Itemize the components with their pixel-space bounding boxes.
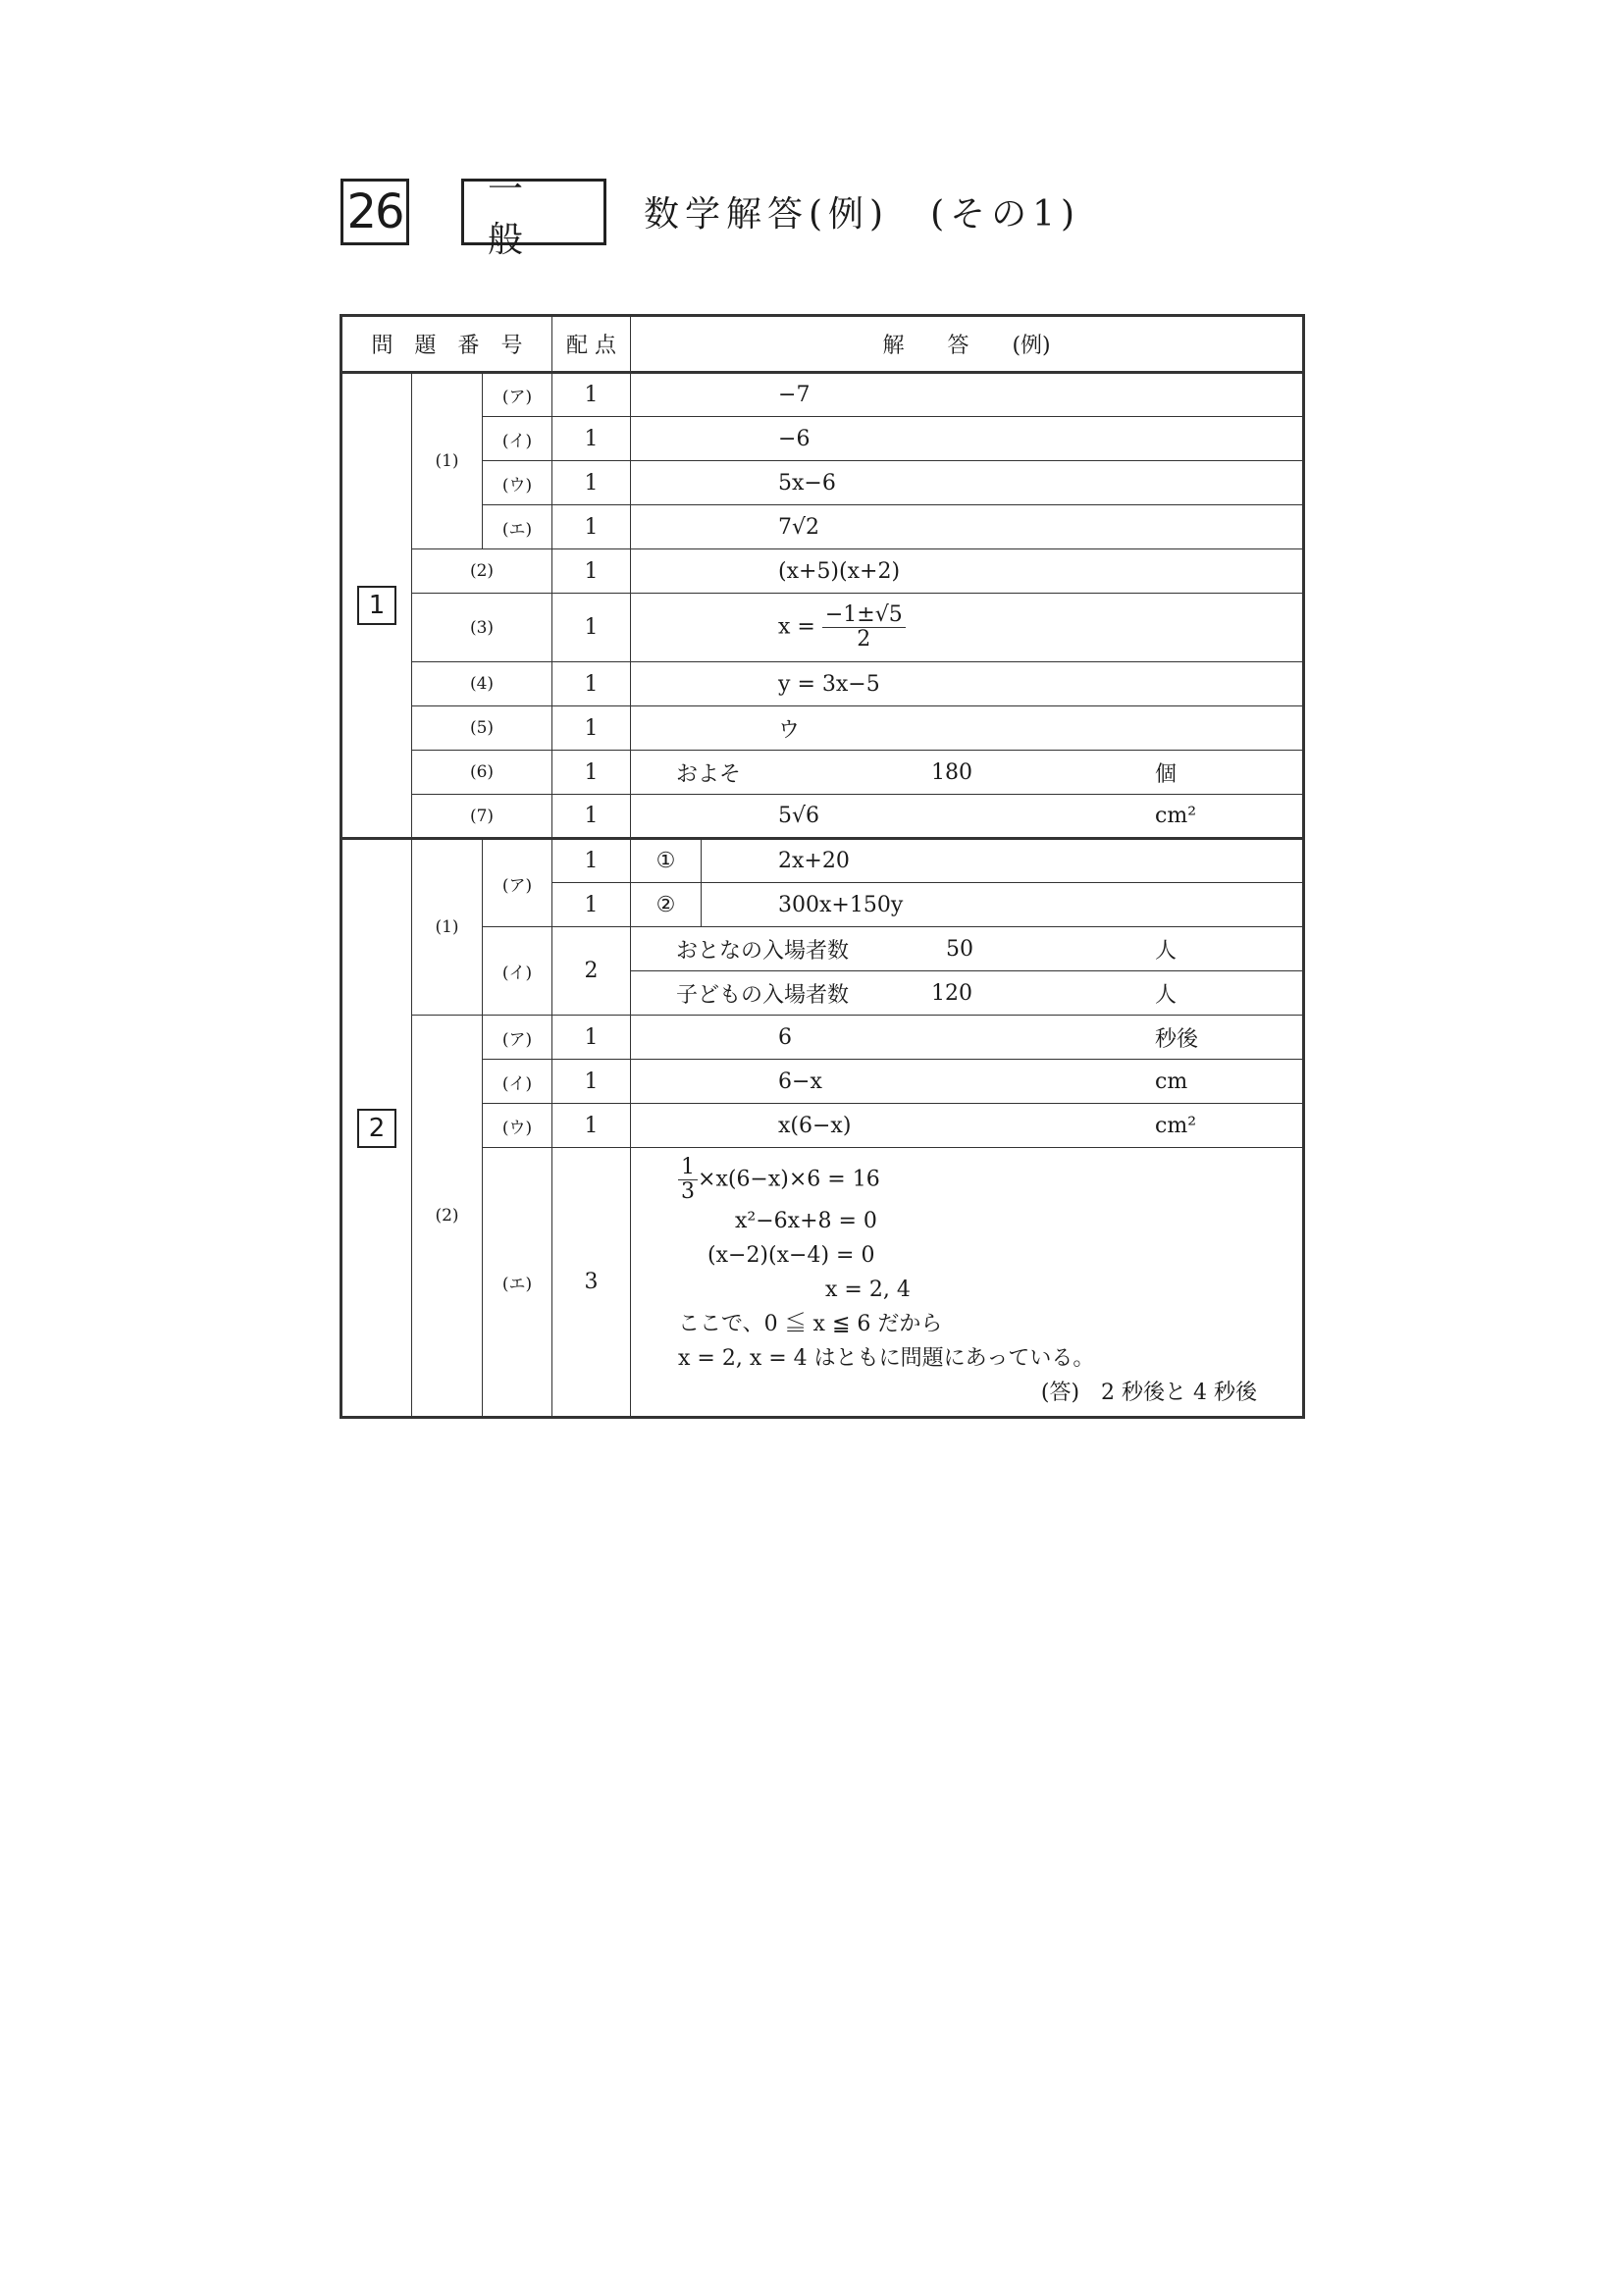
points-cell: 3 <box>552 1148 631 1418</box>
answer-table <box>340 314 1305 1419</box>
answer-value: 6−x <box>778 1069 822 1094</box>
answer-cell <box>631 417 1304 461</box>
table-row <box>341 706 1304 751</box>
points-cell: 1 <box>552 417 631 461</box>
answer-cell <box>631 594 1304 662</box>
answer-unit: 秒後 <box>1155 1026 1199 1052</box>
fraction-numerator: 1 <box>678 1156 698 1180</box>
mark-u: (ウ) <box>483 461 552 505</box>
page-title: 数学解答(例) (その1) <box>644 194 1081 235</box>
table-row <box>341 795 1304 839</box>
answer-cell <box>702 883 1304 927</box>
answer-unit: cm² <box>1155 804 1197 828</box>
answer-value: (x+5)(x+2) <box>778 558 901 584</box>
final-answer: (答) 2 秒後と 4 秒後 <box>1040 1381 1258 1406</box>
problem-number-box <box>340 179 409 245</box>
sub-label-2-1: (1) <box>412 839 483 1016</box>
table-row <box>341 461 1304 505</box>
answer-value: y = 3x−5 <box>778 671 880 697</box>
sub-label-1-3: (3) <box>412 594 552 662</box>
answer-value: 5√6 <box>778 804 820 828</box>
answer-value: 6 <box>778 1024 793 1050</box>
answer-value: 5x−6 <box>778 470 836 496</box>
answer-cell <box>631 1060 1304 1104</box>
sub-label-1-2: (2) <box>412 549 552 594</box>
points-cell: 1 <box>552 751 631 795</box>
mark-a: (ア) <box>483 373 552 417</box>
answer-value: 300x+150y <box>778 892 904 917</box>
answer-value: 180 <box>931 759 973 785</box>
worked-solution <box>631 1148 1304 1418</box>
section-number-1: 1 <box>357 586 396 625</box>
mark-i: (イ) <box>483 927 552 1016</box>
answer-prefix: およそ <box>676 761 742 787</box>
circle-number-1: ① <box>631 839 702 883</box>
table-row <box>341 1148 1304 1418</box>
sub-label-1-4: (4) <box>412 662 552 706</box>
problem-number: 26 <box>346 184 403 239</box>
points-cell: 1 <box>552 461 631 505</box>
mark-e: (エ) <box>483 505 552 549</box>
table-header-row <box>341 316 1304 373</box>
answer-cell <box>631 1016 1304 1060</box>
answer-value: 120 <box>931 980 973 1006</box>
mark-e: (エ) <box>483 1148 552 1418</box>
answer-value: −6 <box>778 426 811 451</box>
fraction-denominator: 2 <box>857 627 871 652</box>
answer-unit: 個 <box>1155 761 1178 787</box>
fraction <box>822 603 906 652</box>
section-1-cell <box>341 373 412 839</box>
answer-value <box>631 603 1302 652</box>
header-points: 配 点 <box>552 316 631 373</box>
answer-cell <box>631 927 1304 971</box>
sub-label-1-5: (5) <box>412 706 552 751</box>
work-line-3: (x−2)(x−4) = 0 <box>707 1243 875 1269</box>
points-cell: 1 <box>552 549 631 594</box>
answer-value: 7√2 <box>778 514 820 540</box>
mark-i: (イ) <box>483 417 552 461</box>
table-row <box>341 1104 1304 1148</box>
section-2-cell <box>341 839 412 1418</box>
fraction-numerator: −1±√5 <box>822 603 906 628</box>
answer-value: 2x+20 <box>778 849 850 873</box>
points-cell: 1 <box>552 373 631 417</box>
answer-value: x(6−x) <box>778 1113 852 1138</box>
header-answer: 解 答 (例) <box>631 316 1304 373</box>
answer-cell <box>631 373 1304 417</box>
sub-label-1-1: (1) <box>412 373 483 549</box>
points-cell: 1 <box>552 883 631 927</box>
points-cell: 1 <box>552 839 631 883</box>
mark-a: (ア) <box>483 839 552 927</box>
circle-number-2: ② <box>631 883 702 927</box>
table-row <box>341 927 1304 971</box>
table-row <box>341 1016 1304 1060</box>
points-cell: 1 <box>552 1104 631 1148</box>
answer-prefix: 子どもの入場者数 <box>676 982 850 1008</box>
sub-label-1-7: (7) <box>412 795 552 839</box>
table-row <box>341 839 1304 883</box>
work-line-2: x²−6x+8 = 0 <box>735 1209 877 1234</box>
table-row <box>341 594 1304 662</box>
answer-unit: cm <box>1155 1069 1188 1094</box>
answer-cell <box>631 461 1304 505</box>
sub-label-2-2: (2) <box>412 1016 483 1418</box>
work-line-5: ここで、0 ≦ x ≦ 6 だから <box>678 1312 943 1337</box>
points-cell: 1 <box>552 505 631 549</box>
answer-unit: 人 <box>1155 938 1178 964</box>
answer-value: ウ <box>778 717 801 743</box>
answer-cell <box>631 662 1304 706</box>
answer-value: −7 <box>778 383 811 407</box>
answer-cell <box>702 839 1304 883</box>
points-cell: 1 <box>552 594 631 662</box>
answer-cell <box>631 1104 1304 1148</box>
points-cell: 1 <box>552 706 631 751</box>
table-row <box>341 1060 1304 1104</box>
work-line-6: x = 2, x = 4 はともに問題にあっている。 <box>678 1346 1095 1372</box>
answer-prefix: おとなの入場者数 <box>676 938 850 964</box>
header-problem-number: 問 題 番 号 <box>341 316 552 373</box>
answer-unit: 人 <box>1155 982 1178 1008</box>
table-row <box>341 751 1304 795</box>
answer-cell <box>631 751 1304 795</box>
table-row <box>341 417 1304 461</box>
answer-cell <box>631 706 1304 751</box>
answer-cell <box>631 795 1304 839</box>
answer-value: 50 <box>946 936 974 962</box>
mark-a: (ア) <box>483 1016 552 1060</box>
answer-cell <box>631 549 1304 594</box>
table-row <box>341 505 1304 549</box>
points-cell: 2 <box>552 927 631 1016</box>
points-cell: 1 <box>552 795 631 839</box>
mark-i: (イ) <box>483 1060 552 1104</box>
table-row <box>341 662 1304 706</box>
answer-cell <box>631 505 1304 549</box>
fraction <box>678 1156 698 1204</box>
work-line-4: x = 2, 4 <box>825 1278 911 1303</box>
sub-label-1-6: (6) <box>412 751 552 795</box>
category-box <box>461 170 606 260</box>
section-number-2: 2 <box>357 1109 396 1148</box>
answer-unit: cm² <box>1155 1113 1197 1138</box>
points-cell: 1 <box>552 662 631 706</box>
work-line-1 <box>678 1156 1302 1204</box>
table-row <box>341 373 1304 417</box>
category-label: 一般 <box>488 170 548 260</box>
equation-lhs: x = <box>778 614 815 640</box>
points-cell: 1 <box>552 1060 631 1104</box>
table-row <box>341 549 1304 594</box>
answer-cell <box>631 971 1304 1016</box>
fraction-denominator: 3 <box>681 1179 696 1205</box>
work-line-1-text: ×x(6−x)×6 = 16 <box>698 1167 880 1192</box>
mark-u: (ウ) <box>483 1104 552 1148</box>
points-cell: 1 <box>552 1016 631 1060</box>
